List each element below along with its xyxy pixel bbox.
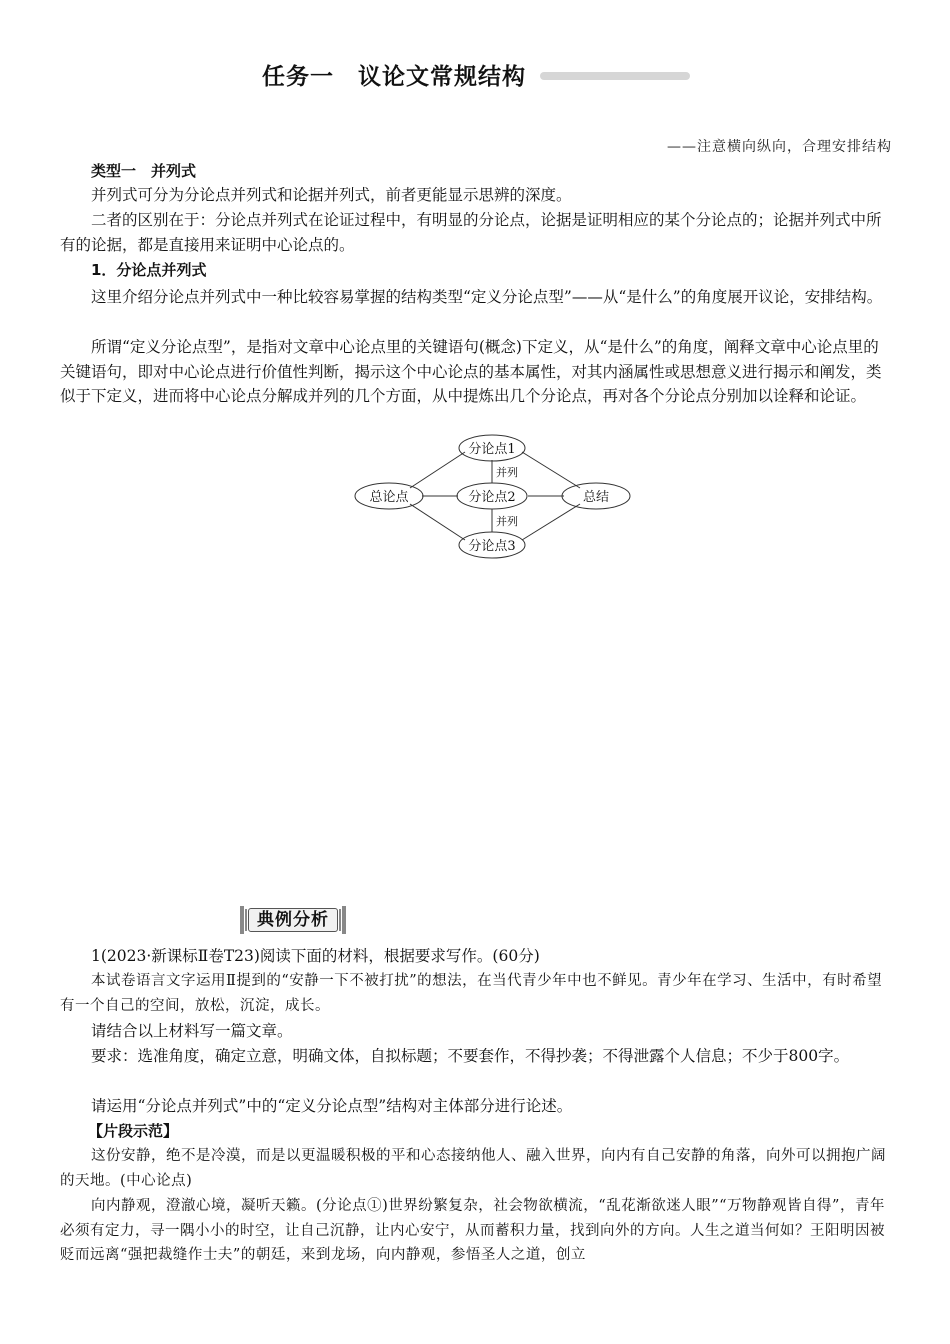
sub-heading: 1．分论点并列式 <box>91 261 207 279</box>
paragraph-definition: 所谓“定义分论点型”，是指对文章中心论点里的关键语句(概念)下定义，从“是什么”的角度，阐释文章中心论点里的关键语句，即对中心论点进行价值性判断，揭示这个中心论点的基本属性，对其内涵属性或思想意义进行揭示和阐发，类似于下定义，进而将中心论点分解成并列的几个方面，从中提炼出几个分论点，再对各个分论点分别加以诠释和论证。 <box>60 338 882 405</box>
sample-heading: 【片段示范】 <box>88 1122 179 1140</box>
paragraph-difference: 二者的区别在于：分论点并列式在论证过程中，有明显的分论点，论据是证明相应的某个分论点的；论据并列式中所有的论据，都是直接用来证明中心论点的。 <box>60 211 882 254</box>
example-badge-label: 典例分析 <box>248 908 338 932</box>
node-sub1: 分论点1 <box>468 442 516 457</box>
paragraph-type-intro: 这里介绍分论点并列式中一种比较容易掌握的结构类型“定义分论点型”——从“是什么”的角度展开议论，安排结构。 <box>91 288 883 306</box>
sample-paragraph-1: 这份安静，绝不是冷漠，而是以更温暖积极的平和心态接纳他人、融入世界，向内有自己安静的角落，向外可以拥抱广阔的天地。(中心论点) <box>60 1148 886 1189</box>
node-sub3: 分论点3 <box>468 539 516 554</box>
paragraph-intro: 并列式可分为分论点并列式和论据并列式，前者更能显示思辨的深度。 <box>91 186 572 204</box>
requirement-text: 要求：选准角度，确定立意，明确文体，自拟标题；不要套作，不得抄袭；不得泄露个人信息；不少于800字。 <box>91 1047 850 1065</box>
question-line: 1(2023·新课标Ⅱ卷T23)阅读下面的材料，根据要求写作。(60分) <box>91 947 540 965</box>
example-badge <box>240 906 346 934</box>
node-end: 总结 <box>582 490 610 505</box>
task-text: 请运用“分论点并列式”中的“定义分论点型”结构对主体部分进行论述。 <box>91 1097 573 1115</box>
material-text: 本试卷语言文字运用Ⅱ提到的“安静一下不被打扰”的想法，在当代青少年中也不鲜见。青少年在学习、生活中，有时希望有一个自己的空间，放松，沉淀，成长。 <box>60 973 883 1014</box>
node-center: 总论点 <box>369 490 409 505</box>
page-title: 任务一 议论文常规结构 <box>262 64 526 90</box>
structure-diagram <box>350 428 640 566</box>
link-label-1: 并列 <box>496 466 518 479</box>
node-sub2: 分论点2 <box>468 490 516 505</box>
sample-paragraph-2: 向内静观，澄澈心境，凝听天籁。(分论点①)世界纷繁复杂，社会物欲横流，“乱花渐欲迷人眼”“万物静观皆自得”，青年必须有定力，寻一隅小小的时空，让自己沉静，让内心安宁，从而蓄积力量，找到向外的方向。人生之道当何如？王阳明因被贬而远离“强把裁缝作士夫”的朝廷，来到龙场，向内静观，参悟圣人之道，创立 <box>60 1198 885 1263</box>
instruction-text: 请结合以上材料写一篇文章。 <box>91 1022 293 1040</box>
title-decoration-bar <box>540 72 690 80</box>
link-label-2: 并列 <box>496 515 518 528</box>
subtitle-motto: ——注意横向纵向，合理安排结构 <box>667 139 892 155</box>
type-heading: 类型一 并列式 <box>91 162 197 180</box>
